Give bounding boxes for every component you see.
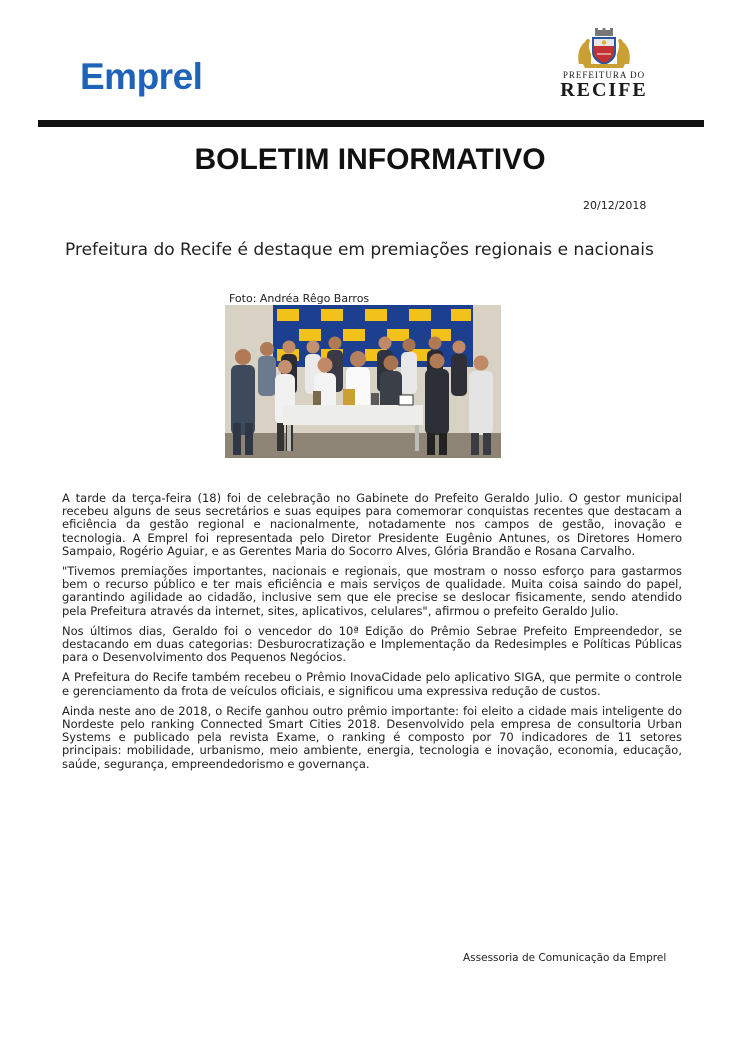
coat-of-arms-icon [575, 28, 633, 68]
paragraph: Ainda neste ano de 2018, o Recife ganhou outro prêmio importante: foi eleito a cidade mais inteligente do Nordeste pelo ranking Connected Smart Cities 2018. Desenvolvido pela empresa de consultoria Urban Systems e publicado pela revista Exame, o ranking é composto por 70 indicadores de 11 setores principais: mobilidade, urbanismo, meio ambiente, energia, tecnologia e inovação, economia, educação, saúde, segurança, empreendedorismo e governança. [62, 703, 682, 771]
paragraph: A tarde da terça-feira (18) foi de celebração no Gabinete do Prefeito Geraldo Julio. O gestor municipal recebeu alguns de seus secretários e suas equipes para comemorar conquistas recentes que destacam a eficiência da gestão regional e nacionalmente, notadamente nos campos de gestão, inovação e tecnologia. A Emprel foi representada pelo Diretor Presidente Eugênio Antunes, os Diretores Homero Sampaio, Rogério Aguiar, e as Gerentes Maria do Socorro Alves, Glória Brandão e Rosana Carvalho. [62, 491, 682, 558]
photo-caption: Foto: Andréa Rêgo Barros [229, 292, 370, 305]
paragraph: A Prefeitura do Recife também recebeu o Prêmio InovaCidade pelo aplicativo SIGA, que permite o controle e gerenciamento da frota de veículos oficiais, e significou uma expressiva redução de custos. [62, 670, 682, 698]
document-title: BOLETIM INFORMATIVO [194, 143, 546, 176]
article-headline: Prefeitura do Recife é destaque em premiações regionais e nacionais [65, 240, 654, 260]
recife-logo-line1: PREFEITURA DO [562, 70, 646, 80]
prefeitura-recife-logo [548, 28, 660, 100]
article-body [62, 492, 682, 778]
document-date: 20/12/2018 [583, 199, 647, 212]
group-photo [225, 305, 501, 458]
emprel-logo: Emprel [80, 56, 203, 97]
paragraph: "Tivemos premiações importantes, nacionais e regionais, que mostram o nosso esforço para gastarmos bem o recurso público e ter mais eficiência e mais serviços de qualidade. Muita coisa saindo do papel, garantindo agilidade ao cidadão, inclusive sem que ele precise se deslocar fisicamente, sendo atendido pela Prefeitura através da internet, sites, aplicativos, celulares", afirmou o prefeito Geraldo Julio. [62, 564, 682, 618]
footer-credit: Assessoria de Comunicação da Emprel [463, 952, 667, 964]
header-rule [38, 120, 704, 127]
recife-logo-line2: RECIFE [560, 79, 648, 101]
paragraph: Nos últimos dias, Geraldo foi o vencedor do 10ª Edição do Prêmio Sebrae Prefeito Empreendedor, se destacando em duas categorias: Desburocratização e Implementação da Redesimples e Políticas Públicas para o Desenvolvimento dos Pequenos Negócios. [62, 623, 682, 665]
